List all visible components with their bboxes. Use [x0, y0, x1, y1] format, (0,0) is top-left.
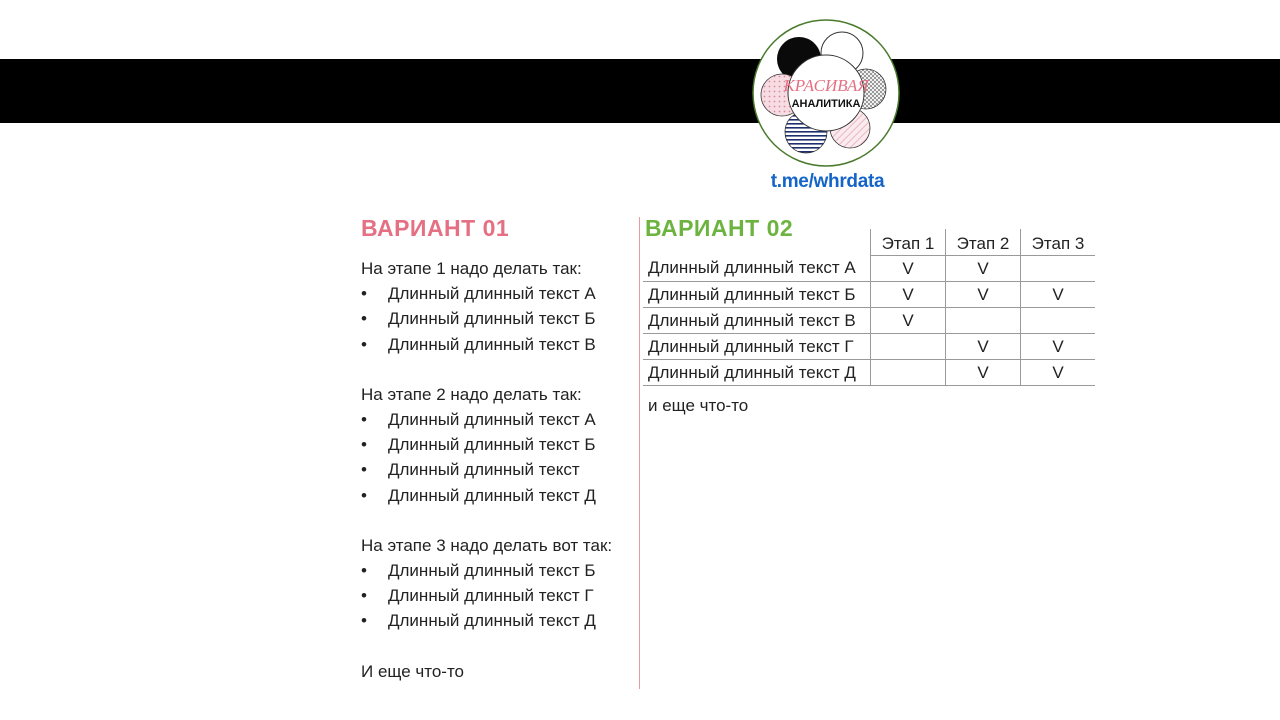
row-label: Длинный длинный текст Б	[643, 282, 871, 308]
variant2-heading: ВАРИАНТ 02	[645, 215, 794, 241]
variant2-footer: и еще что-то	[648, 396, 749, 415]
check-cell: V	[946, 360, 1021, 386]
bullet-list	[361, 281, 641, 357]
check-cell: V	[1021, 334, 1096, 360]
check-cell	[871, 334, 946, 360]
check-cell: V	[1021, 360, 1096, 386]
variant1-heading: ВАРИАНТ 01	[361, 215, 510, 241]
stages-table	[643, 229, 1095, 386]
check-cell: V	[871, 308, 946, 334]
section-intro: На этапе 1 надо делать так:	[361, 259, 582, 278]
check-cell: V	[946, 256, 1021, 282]
row-label: Длинный длинный текст В	[643, 308, 871, 334]
channel-link[interactable]: t.me/whrdata	[770, 171, 885, 192]
variant1-footer: И еще что-то	[361, 661, 464, 681]
row-label: Длинный длинный текст Д	[643, 360, 871, 386]
table-corner	[643, 229, 871, 256]
check-cell: V	[871, 256, 946, 282]
bullet-list	[361, 407, 641, 508]
check-cell: V	[946, 334, 1021, 360]
list-item: • Длинный длинный текст	[361, 457, 641, 482]
list-item: • Длинный длинный текст В	[361, 332, 641, 357]
table-row	[643, 282, 1095, 308]
check-cell	[1021, 308, 1096, 334]
logo	[752, 19, 900, 167]
list-item: • Длинный длинный текст Д	[361, 608, 641, 633]
list-item: • Длинный длинный текст Б	[361, 306, 641, 331]
section-intro: На этапе 2 надо делать так:	[361, 384, 582, 404]
table-row	[643, 360, 1095, 386]
section-intro: На этапе 3 надо делать вот так:	[361, 535, 613, 555]
table-header-row	[643, 229, 1095, 256]
list-item: • Длинный длинный текст А	[361, 407, 641, 432]
check-cell: V	[871, 282, 946, 308]
column-header: Этап 2	[946, 229, 1021, 256]
list-item: • Длинный длинный текст Д	[361, 483, 641, 508]
check-cell	[946, 308, 1021, 334]
bullet-list	[361, 558, 641, 634]
table-row	[643, 308, 1095, 334]
column-header: Этап 1	[871, 229, 946, 256]
row-label: Длинный длинный текст Г	[643, 334, 871, 360]
list-item: • Длинный длинный текст Б	[361, 558, 641, 583]
check-cell	[871, 360, 946, 386]
check-cell: V	[1021, 282, 1096, 308]
check-cell: V	[946, 282, 1021, 308]
table-row	[643, 334, 1095, 360]
table-row	[643, 256, 1095, 282]
variant1-content	[361, 256, 641, 684]
list-item: • Длинный длинный текст Б	[361, 432, 641, 457]
check-cell	[1021, 256, 1096, 282]
logo-title-top: КРАСИВАЯ	[783, 76, 869, 95]
column-header: Этап 3	[1021, 229, 1096, 256]
list-item: • Длинный длинный текст А	[361, 281, 641, 306]
header-bar	[0, 59, 1280, 123]
logo-title-bottom: АНАЛИТИКА	[791, 98, 861, 110]
row-label: Длинный длинный текст А	[643, 256, 871, 282]
list-item: • Длинный длинный текст Г	[361, 583, 641, 608]
